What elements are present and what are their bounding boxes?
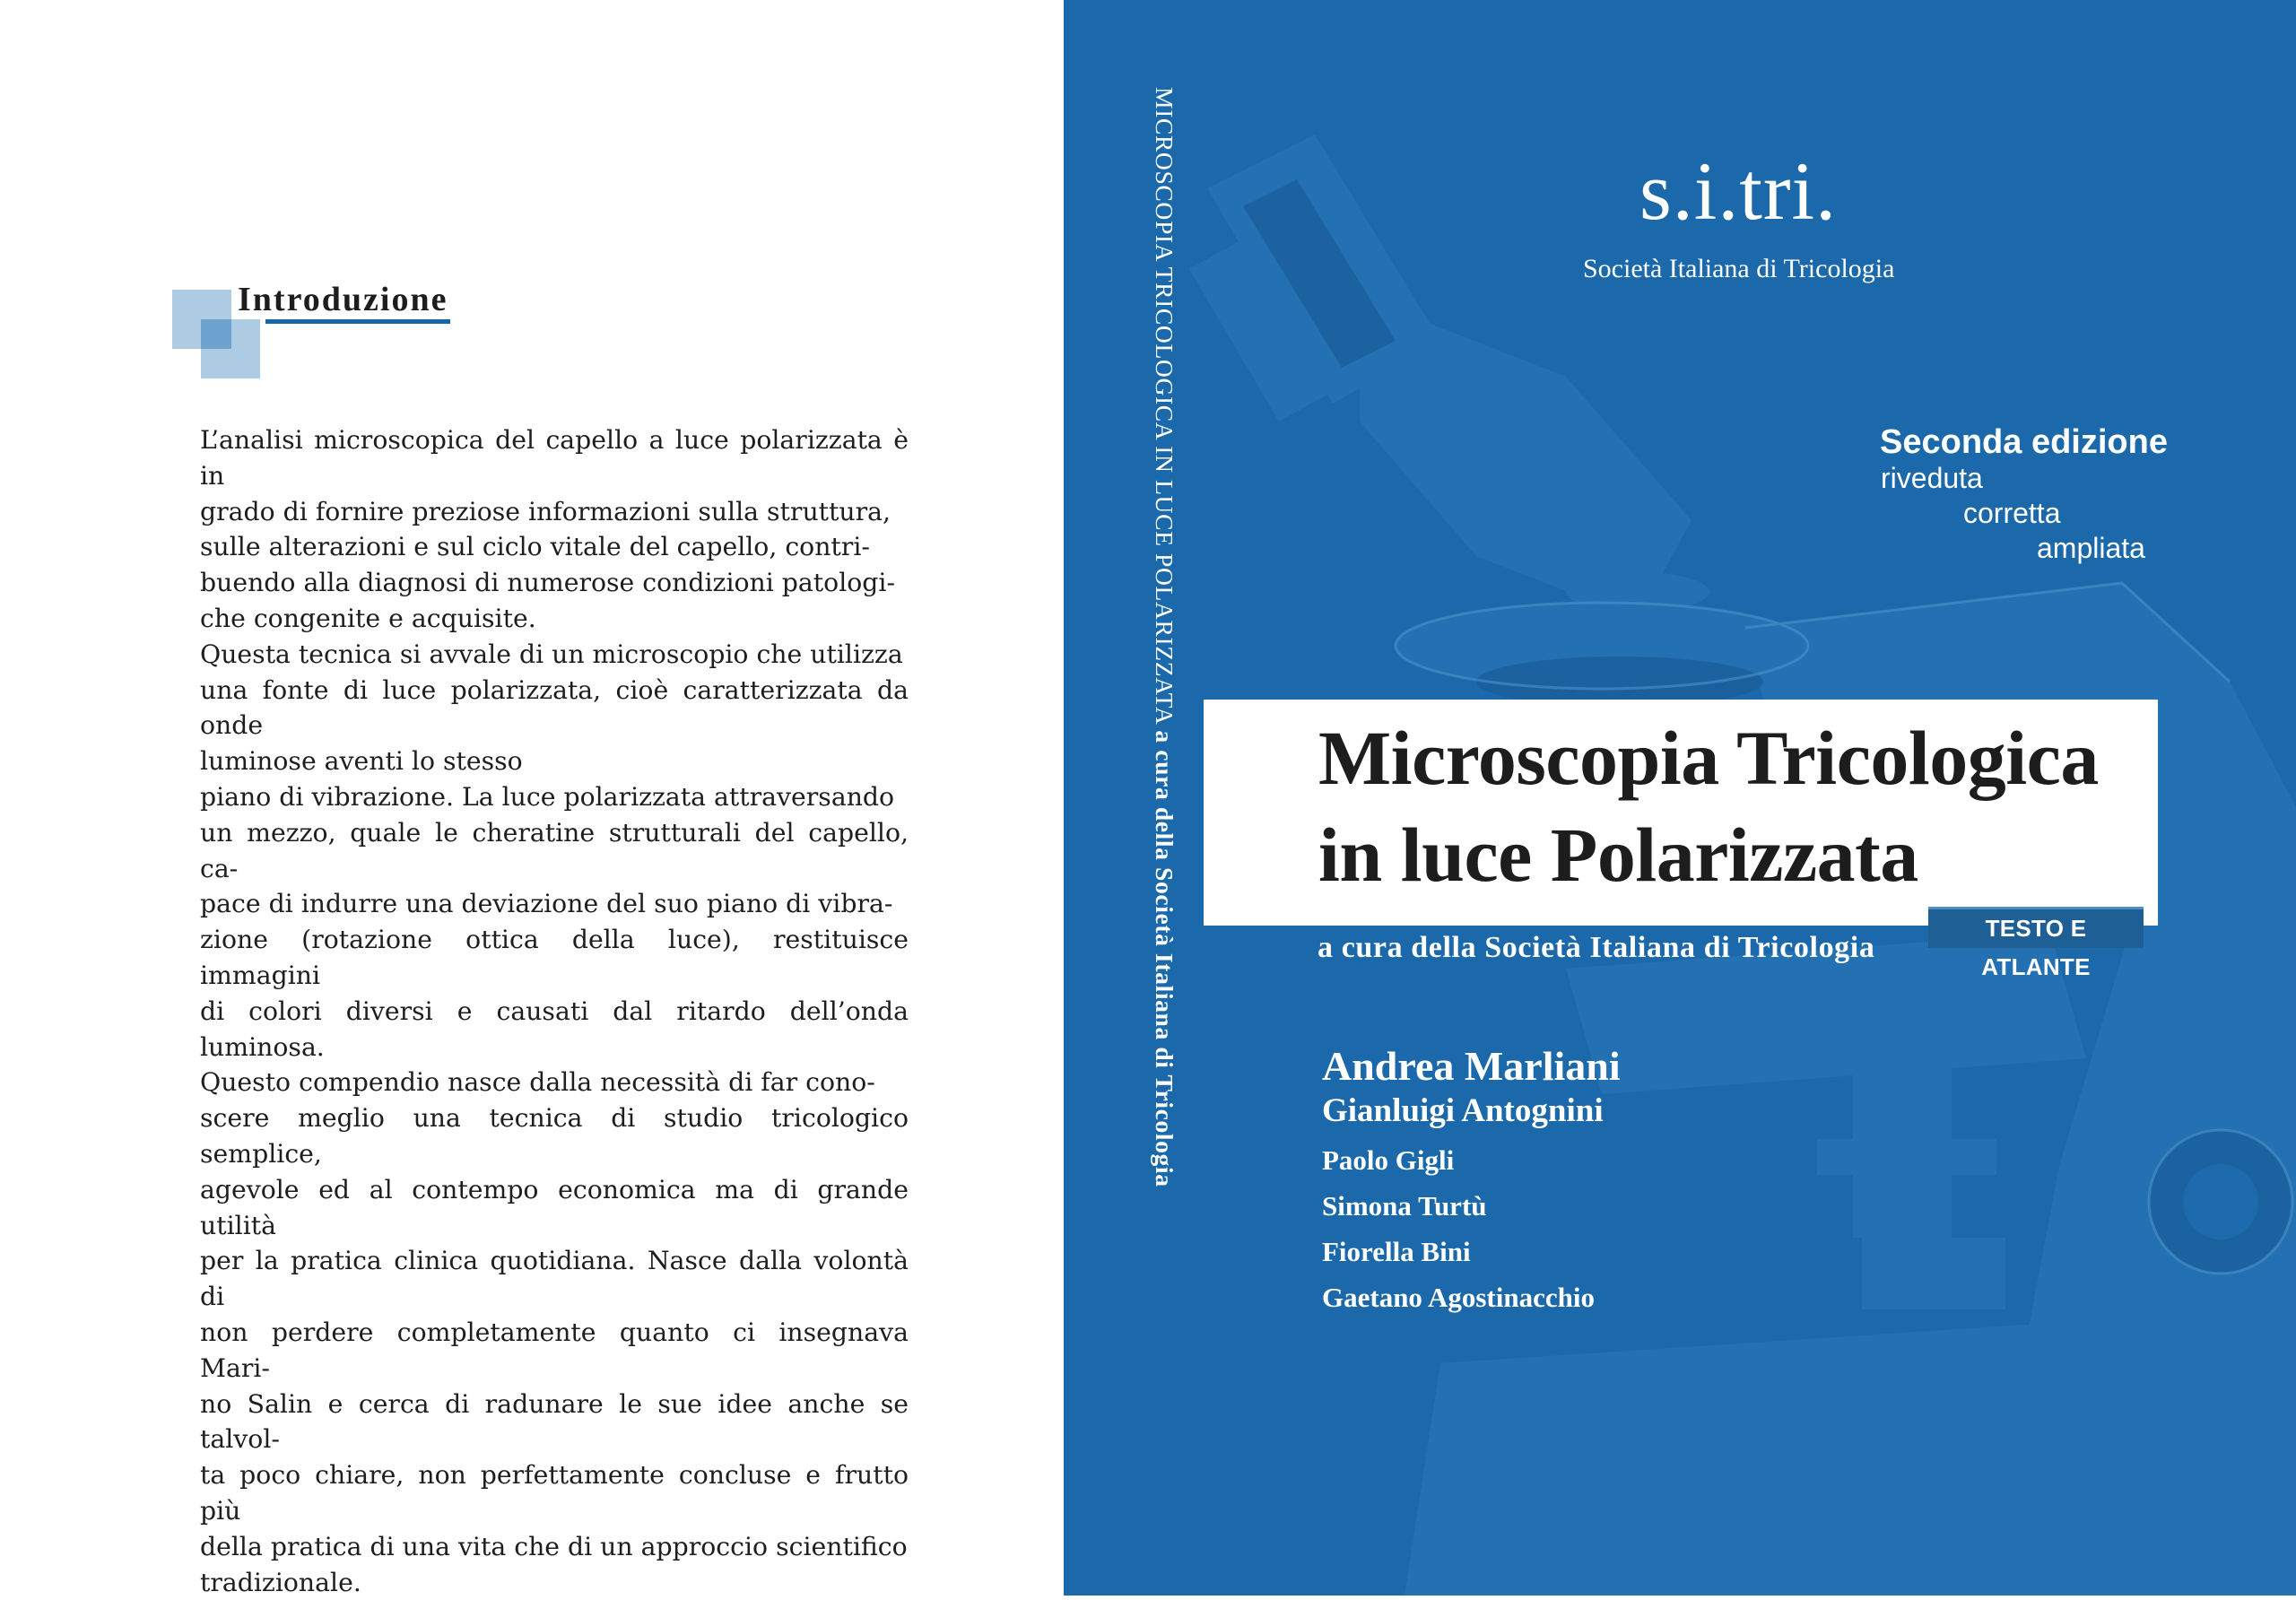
edition-title: Seconda edizione bbox=[1880, 423, 2168, 461]
spine-title: MICROSCOPIA TRICOLOGICA IN LUCE POLARIZZATA bbox=[1151, 87, 1178, 724]
intro-square-overlap bbox=[201, 319, 231, 349]
intro-underline bbox=[265, 319, 450, 324]
intro-heading: Introduzione bbox=[238, 281, 448, 318]
edition-line: riveduta bbox=[1881, 462, 1983, 494]
intro-body-text: L’analisi microscopica del capello a luce polarizzata è in grado di fornire preziose informazioni sulla struttura, sulle alterazioni e sul ciclo vitale del capello, contri- buendo alla diagnosi di numerose condizioni patologi- che congenite e acquisite. Questa tecnica si avvale di un microscopio che utilizza una fonte di luce polarizzata, cioè caratterizzata da onde luminose aventi lo stesso piano di vibrazione. La luce polarizzata attraversando un mezzo, quale le cheratine strutturali del capello, ca- pace di indurre una deviazione del suo piano di vibra- zione (rotazione ottica della luce), restituisce immagini di colori diversi e causati dal ritardo dell’onda luminosa. Questo compendio nasce dalla necessità di far cono- scere meglio una tecnica di studio tricologico semplice, agevole ed al contempo economica ma di grande utilità per la pratica clinica quotidiana. Nasce dalla volontà di non perdere completamente quanto ci insegnava Mari- no Salin e cerca di radunare le sue idee anche se talvol- ta poco chiare, non perfettamente concluse e frutto più della pratica di una vita che di un approccio scientifico tradizionale. bbox=[200, 425, 909, 1597]
edition-line: ampliata bbox=[2037, 532, 2145, 564]
book-title-line-2: in luce Polarizzata bbox=[1318, 812, 1918, 898]
society-name: Società Italiana di Tricologia bbox=[1583, 254, 1895, 283]
cover-subtitle: a cura della Società Italiana di Tricologia bbox=[1318, 931, 1875, 964]
spine-text bbox=[1150, 87, 1178, 1432]
spine-subtitle: a cura della Società Italiana di Tricologia bbox=[1151, 730, 1178, 1187]
back-cover bbox=[0, 0, 1064, 1596]
book-title-line-1: Microscopia Tricologica bbox=[1318, 715, 2099, 801]
author-name: Gianluigi Antognini bbox=[1322, 1092, 1604, 1129]
author-name: Paolo Gigli bbox=[1322, 1144, 1455, 1176]
edition-line: corretta bbox=[1963, 497, 2061, 529]
sitri-logo: s.i.tri. bbox=[1639, 145, 1838, 237]
author-name: Simona Turtù bbox=[1322, 1190, 1487, 1222]
author-name: Andrea Marliani bbox=[1322, 1043, 1621, 1089]
testo-atlante-badge: TESTO E ATLANTE bbox=[1928, 907, 2144, 948]
author-name: Fiorella Bini bbox=[1322, 1236, 1471, 1267]
author-name: Gaetano Agostinacchio bbox=[1322, 1282, 1595, 1313]
